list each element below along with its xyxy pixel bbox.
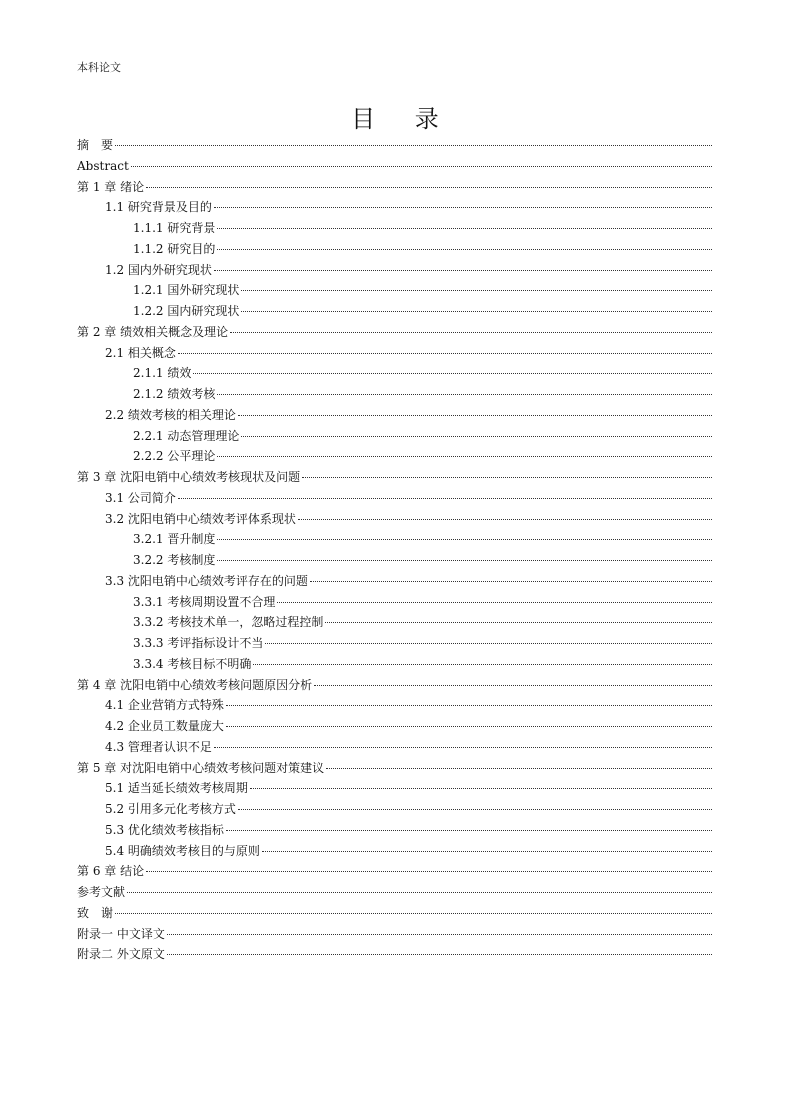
page-title: 目 录 [351,105,455,133]
toc-entry[interactable] [77,260,712,281]
dot-leader [230,332,712,333]
toc-entry[interactable] [77,695,712,716]
toc-entry[interactable] [77,778,712,799]
toc-entry[interactable] [77,799,712,820]
toc-entry-label: 摘 要 [77,138,114,152]
dot-leader [193,373,712,374]
dot-leader [217,228,712,229]
toc-entry[interactable] [77,924,712,945]
toc-entry-label: 1.2.1 国外研究现状 [133,283,240,298]
dot-leader [314,685,712,686]
toc-entry[interactable] [77,841,712,862]
toc-entry-label: 5.3 优化绩效考核指标 [105,822,224,837]
toc-entry-label: 3.2.2 考核制度 [133,553,216,567]
toc-entry[interactable] [77,405,712,426]
toc-entry[interactable] [77,509,712,530]
toc-entry-label: 3.2.1 晋升制度 [133,532,216,547]
toc-entry-label: 1.2.2 国内研究现状 [133,304,240,318]
dot-leader [127,892,712,893]
toc-entry-label: 第 2 章 绩效相关概念及理论 [77,324,229,339]
dot-leader [217,249,712,250]
dot-leader [146,871,712,872]
toc-entry-label: 2.1.2 绩效考核 [133,387,216,401]
dot-leader [226,726,712,727]
toc-entry[interactable] [77,239,712,260]
toc-entry-label: Abstract [77,158,129,173]
dot-leader [250,788,712,789]
toc-entry-label: 附录二 外文原文 [77,947,165,962]
dot-leader [302,477,712,478]
toc-entry[interactable] [77,633,712,654]
dot-leader [265,643,712,644]
dot-leader [214,207,712,208]
dot-leader [238,415,712,416]
dot-leader [241,436,712,437]
toc-entry[interactable] [77,135,712,156]
dot-leader [298,519,712,520]
toc-entry[interactable] [77,322,712,343]
toc-entry[interactable] [77,758,712,779]
toc-entry-label: 2.1.1 绩效 [133,366,192,381]
toc-entry[interactable] [77,861,712,882]
toc-entry[interactable] [77,882,712,903]
page-header: 本科论文 [77,61,121,74]
toc-entry-label: 1.1 研究背景及目的 [105,200,212,215]
dot-leader [131,166,712,167]
toc-entry[interactable] [77,592,712,613]
dot-leader [146,187,712,188]
dot-leader [241,290,712,291]
dot-leader [178,353,712,354]
toc-entry[interactable] [77,426,712,447]
toc-entry[interactable] [77,197,712,218]
toc-entry-label: 2.2 绩效考核的相关理论 [105,407,236,422]
toc-entry-label: 2.2.1 动态管理理论 [133,428,240,443]
table-of-contents [77,135,712,965]
dot-leader [217,539,712,540]
toc-entry-label: 参考文献 [77,885,126,899]
dot-leader [326,768,712,769]
toc-entry[interactable] [77,737,712,758]
toc-entry-label: 3.3.4 考核目标不明确 [133,656,252,671]
toc-entry-label: 5.1 适当延长绩效考核周期 [105,781,248,796]
toc-entry-label: 3.3 沈阳电销中心绩效考评存在的问题 [105,573,308,588]
toc-entry[interactable] [77,218,712,239]
toc-entry[interactable] [77,675,712,696]
toc-entry[interactable] [77,363,712,384]
toc-entry-label: 5.2 引用多元化考核方式 [105,802,236,816]
dot-leader [214,747,712,748]
toc-entry[interactable] [77,446,712,467]
toc-entry-label: 第 5 章 对沈阳电销中心绩效考核问题对策建议 [77,760,325,775]
toc-entry[interactable] [77,716,712,737]
dot-leader [226,830,712,831]
dot-leader [241,311,712,312]
dot-leader [238,809,712,810]
dot-leader [277,602,712,603]
toc-entry[interactable] [77,384,712,405]
toc-entry-label: 4.2 企业员工数量庞大 [105,719,224,733]
dot-leader [167,954,712,955]
toc-entry[interactable] [77,654,712,675]
toc-entry-label: 2.1 相关概念 [105,345,176,360]
toc-entry[interactable] [77,944,712,965]
toc-entry[interactable] [77,343,712,364]
toc-entry[interactable] [77,488,712,509]
toc-entry[interactable] [77,550,712,571]
toc-entry-label: 2.2.2 公平理论 [133,449,216,464]
toc-entry-label: 附录一 中文译文 [77,926,165,941]
toc-entry[interactable] [77,467,712,488]
toc-entry-label: 第 3 章 沈阳电销中心绩效考核现状及问题 [77,470,301,484]
toc-entry-label: 4.1 企业营销方式特殊 [105,698,224,713]
toc-entry-label: 3.3.3 考评指标设计不当 [133,636,264,650]
toc-entry[interactable] [77,156,712,177]
toc-entry[interactable] [77,571,712,592]
dot-leader [217,394,712,395]
toc-entry-label: 1.2 国内外研究现状 [105,262,212,277]
toc-entry[interactable] [77,280,712,301]
toc-entry-label: 3.3.1 考核周期设置不合理 [133,594,276,609]
toc-entry-label: 第 1 章 绪论 [77,179,145,194]
toc-entry-label: 1.1.2 研究目的 [133,241,216,256]
dot-leader [115,913,712,914]
toc-entry[interactable] [77,903,712,924]
toc-entry-label: 3.2 沈阳电销中心绩效考评体系现状 [105,511,296,526]
toc-entry-label: 1.1.1 研究背景 [133,221,216,235]
dot-leader [253,664,712,665]
dot-leader [262,851,712,852]
toc-entry[interactable] [77,612,712,633]
dot-leader [167,934,712,935]
dot-leader [217,456,712,457]
toc-entry[interactable] [77,529,712,550]
toc-entry-label: 3.1 公司简介 [105,490,176,505]
toc-entry[interactable] [77,301,712,322]
dot-leader [217,560,712,561]
toc-entry-label: 致 谢 [77,905,114,920]
toc-entry-label: 3.3.2 考核技术单一，忽略过程控制 [133,615,324,630]
toc-entry[interactable] [77,820,712,841]
dot-leader [178,498,712,499]
toc-entry-label: 第 4 章 沈阳电销中心绩效考核问题原因分析 [77,677,313,692]
dot-leader [115,145,712,146]
toc-entry-label: 5.4 明确绩效考核目的与原则 [105,843,260,858]
toc-entry[interactable] [77,177,712,198]
toc-entry-label: 4.3 管理者认识不足 [105,739,212,754]
dot-leader [226,705,712,706]
dot-leader [325,622,712,623]
dot-leader [214,270,712,271]
dot-leader [310,581,712,582]
toc-entry-label: 第 6 章 结论 [77,864,145,879]
